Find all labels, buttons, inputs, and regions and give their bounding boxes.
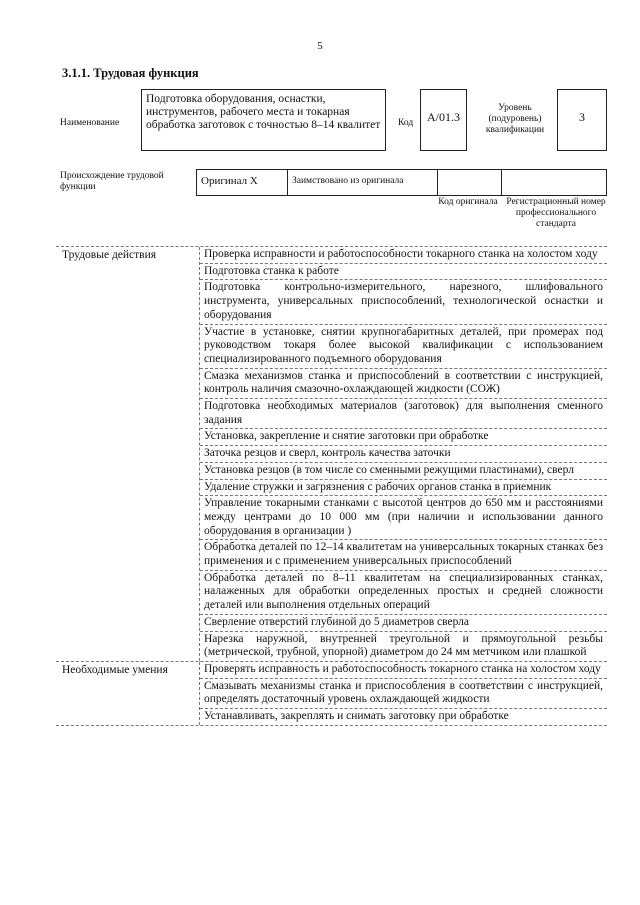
table-row: Проверять исправность и работоспособность токарного станка на холостом ходу (200, 662, 607, 679)
table-bottom-border (56, 725, 607, 726)
table-row: Сверление отверстий глубиной до 5 диаметров сверла (200, 615, 607, 632)
code-value: A/01.3 (420, 89, 467, 151)
table-row: Подготовка контрольно-измерительного, нарезного, шлифовального инструмента, универсальных приспособлений, технологической оснастки и оборудования (200, 280, 607, 324)
table-row: Подготовка необходимых материалов (заготовок) для выполнения сменного задания (200, 399, 607, 429)
table-group (56, 661, 607, 725)
code-original-cell (438, 170, 502, 195)
code-original-label: Код оригинала (438, 197, 498, 207)
group-items (199, 662, 607, 725)
table-row: Смазка механизмов станка и приспособлений в соответствии с инструкцией, контроль наличия смазочно-охлаждающей жидкости (СОЖ) (200, 369, 607, 399)
page-number: 5 (317, 40, 323, 52)
table-row: Устанавливать, закреплять и снимать заготовку при обработке (204, 710, 509, 723)
origin-label: Происхождение трудовой функции (60, 171, 164, 192)
table-row: Участие в установке, снятии крупногабаритных деталей, при промерах под руководством токаря более высокой квалификации с использованием специализированного подъемного оборудования (200, 325, 607, 369)
original-cell: Оригинал X (197, 170, 288, 195)
name-label: Наименование (60, 118, 120, 128)
group-label: Необходимые умения (62, 663, 168, 676)
table-row: Заточка резцов и сверл, контроль качества заточки (200, 446, 607, 463)
table-row: Нарезка наружной, внутренней треугольной и прямоугольной резьбы (метрической, трубной, упорной) диаметром до 24 мм метчиком или плашкой (204, 632, 603, 659)
table-group (56, 246, 607, 661)
section-title: 3.1.1. Трудовая функция (62, 66, 199, 80)
group-items (199, 247, 607, 661)
level-label: Уровень (подуровень) квалификации (485, 103, 545, 135)
group-label: Трудовые действия (62, 249, 157, 261)
table-row: Обработка деталей по 8–11 квалитетам на специализированных станках, налаженных для обработки определенных простых и средней сложности деталей или выполнения отдельных операций (200, 571, 607, 615)
table-row: Смазывать механизмы станка и приспособления в соответствии с инструкцией, определять достаточный уровень охлаждающей жидкости (200, 679, 607, 709)
code-label: Код (398, 118, 414, 128)
requirements-table (56, 246, 607, 725)
table-row: Обработка деталей по 12–14 квалитетам на универсальных токарных станках без применения и с применением универсальных приспособлений (200, 540, 607, 570)
reg-number-label: Регистрационный номер профессионального стандарта (506, 197, 606, 229)
table-row: Управление токарными станками с высотой центров до 650 мм и расстояниями между центрами до 10 000 мм (при наличии и использовании данного оборудования в организации ) (200, 496, 607, 540)
table-row: Удаление стружки и загрязнения с рабочих органов станка в приемник (200, 480, 607, 497)
table-row: Установка, закрепление и снятие заготовки при обработке (200, 429, 607, 446)
borrowed-cell: Заимствовано из оригинала (288, 170, 438, 195)
level-value: 3 (557, 89, 607, 151)
function-name: Подготовка оборудования, оснастки, инструментов, рабочего места и токарная обработка заготовок с точностью 8–14 квалитет (141, 89, 386, 151)
table-row: Установка резцов (в том числе со сменными режущими пластинами), сверл (200, 463, 607, 480)
reg-number-cell (502, 170, 606, 195)
table-row: Проверка исправности и работоспособности токарного станка на холостом ходу (200, 247, 607, 264)
table-row: Подготовка станка к работе (200, 264, 607, 281)
origin-row (196, 169, 607, 196)
